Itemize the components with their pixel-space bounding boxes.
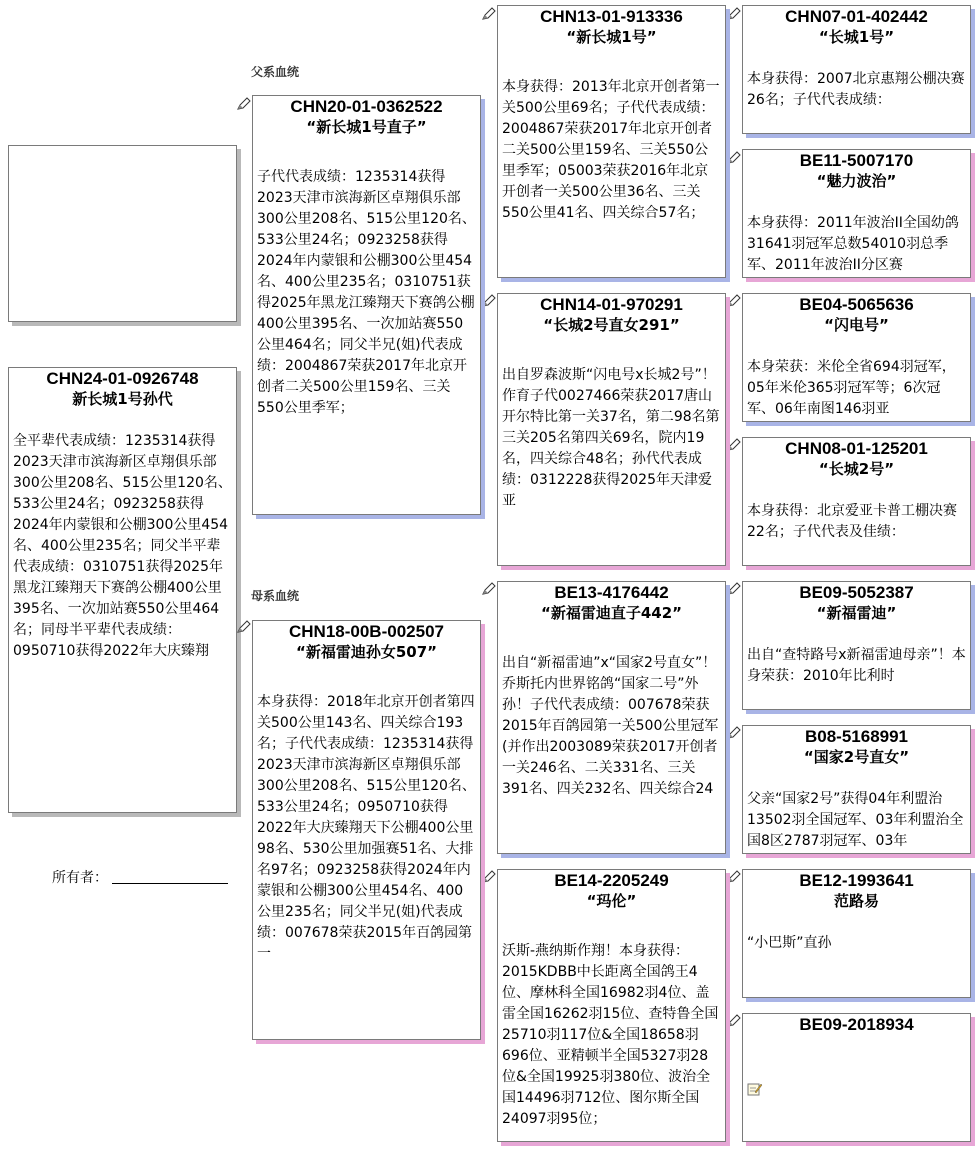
dam-sire-name: “新福雷迪直子442”	[540, 604, 683, 622]
dam-dam-name: “玛伦”	[586, 892, 637, 910]
ssd-name: “魅力波治”	[816, 172, 897, 190]
dds-ring-number: BE12-1993641	[799, 871, 914, 890]
sire-sire-name: “新长城1号”	[566, 28, 657, 46]
dsd-ring-number: B08-5168991	[804, 727, 909, 746]
sire-dam-sire-card[interactable]	[742, 293, 971, 422]
sdd-ring-number: CHN08-01-125201	[785, 439, 928, 458]
sss-name: “长城1号”	[818, 28, 895, 46]
dam-sire-notes: 出自“新福雷迪”x“国家2号直女”！乔斯托内世界铭鸽“国家二号”外孙！子代代表成绩：007678荣获2015年百鸽园第一关500公里冠军(并作出2003089荣获2017开创者一关246名、二关331名、三关391名、四关232名、四关综合24	[502, 655, 719, 797]
subject-notes: 全平辈代表成绩：1235314获得2023天津市滨海新区卓翔俱乐部300公里208名、515公里120名、533公里24名；0923258获得2024年内蒙银和公棚300公里454名、400公里235名；同父半平辈代表成绩：0310751获得2025年黑龙江臻翔天下赛鸽公棚400公里395名、一次加站赛550公里464名；同母半平辈代表成绩：0950710获得2022年大庆臻翔	[13, 433, 232, 659]
dam-dam-card[interactable]	[497, 869, 726, 1142]
subject-ring-number: CHN24-01-0926748	[46, 369, 199, 388]
sire-dam-ring-number: CHN14-01-970291	[540, 295, 683, 314]
sire-sire-sire-card[interactable]	[742, 5, 971, 134]
owner-blank-line[interactable]	[112, 883, 228, 884]
sire-dam-card[interactable]	[497, 293, 726, 566]
edit-pencil-icon[interactable]	[481, 7, 497, 21]
sire-notes: 子代代表成绩：1235314获得2023天津市滨海新区卓翔俱乐部300公里208名、515公里120名、533公里24名；0923258获得2024年内蒙银和公棚300公里454名、400公里235名；0310751获得2025年黑龙江臻翔天下赛鸽公棚400公里395名、一次加站赛550公里464名；同父半兄(姐)代表成绩：2004867荣获2017年北京开创者二关500公里159名、三关550公里季军；	[257, 169, 476, 416]
sdd-name: “长城2号”	[818, 460, 895, 478]
ddd-ring-number: BE09-2018934	[799, 1015, 914, 1034]
dam-dam-notes: 沃斯-燕纳斯作翔！本身获得：2015KDBB中长距离全国鸽王4位、摩林科全国16982羽4位、盖雷全国16262羽15位、查特鲁全国25710羽117位&全国18658羽696位、亚精顿半全国5327羽28位&全国19925羽380位、波治全国14496羽712位、图尔斯全国24097羽95位；	[502, 943, 719, 1127]
sire-dam-name: “长城2号直女291”	[543, 316, 680, 334]
dss-name: “新福雷迪”	[816, 604, 897, 622]
dam-dam-dam-card[interactable]	[742, 1013, 971, 1142]
sss-ring-number: CHN07-01-402442	[785, 7, 928, 26]
edit-pencil-icon[interactable]	[236, 97, 252, 111]
sire-sire-dam-card[interactable]	[742, 149, 971, 278]
dam-sire-dam-card[interactable]	[742, 725, 971, 854]
edit-pencil-icon[interactable]	[726, 870, 742, 884]
dam-card[interactable]	[252, 620, 481, 1040]
sire-name: “新长城1号直子”	[306, 118, 427, 136]
edit-pencil-icon[interactable]	[236, 620, 252, 634]
dam-name: “新福雷迪孙女507”	[295, 643, 438, 661]
sds-ring-number: BE04-5065636	[799, 295, 914, 314]
sire-dam-notes: 出自罗森波斯“闪电号x长城2号”！作育子代0027466荣获2017唐山开尔特比第一关37名，第二98名第三关205名第四关69名，院内19名，四关综合48名；孙代代表成绩：0312228获得2025年天津爱亚	[502, 367, 720, 509]
subject-name: 新长城1号孙代	[72, 390, 173, 408]
sire-ring-number: CHN20-01-0362522	[290, 97, 443, 116]
edit-pencil-icon[interactable]	[481, 294, 497, 308]
dam-sire-sire-card[interactable]	[742, 581, 971, 710]
edit-pencil-icon[interactable]	[726, 151, 742, 165]
dam-dam-ring-number: BE14-2205249	[554, 871, 669, 890]
dsd-name: “国家2号直女”	[803, 748, 910, 766]
sire-sire-card[interactable]	[497, 5, 726, 278]
ssd-ring-number: BE11-5007170	[799, 151, 914, 170]
edit-pencil-icon[interactable]	[726, 726, 742, 740]
sire-sire-ring-number: CHN13-01-913336	[540, 7, 683, 26]
sds-name: “闪电号”	[824, 316, 889, 334]
dds-notes: “小巴斯”直孙	[747, 935, 832, 951]
sire-dam-dam-card[interactable]	[742, 437, 971, 566]
dsd-notes: 父亲“国家2号”获得04年利盟治13502羽全国冠军、03年利盟治全国8区2787羽冠军、03年	[747, 791, 964, 849]
dss-ring-number: BE09-5052387	[799, 583, 914, 602]
note-edit-icon[interactable]	[747, 1082, 763, 1096]
dam-ring-number: CHN18-00B-002507	[289, 622, 444, 641]
edit-pencil-icon[interactable]	[726, 438, 742, 452]
dam-sire-ring-number: BE13-4176442	[554, 583, 669, 602]
owner-field[interactable]	[52, 867, 228, 887]
dss-notes: 出自“查特路号x新福雷迪母亲”！本身荣获：2010年比利时	[747, 647, 966, 684]
sss-notes: 本身获得：2007北京惠翔公棚决赛26名；子代代表成绩：	[747, 71, 965, 108]
sds-notes: 本身荣获：米伦全省694羽冠军，05年米伦365羽冠军等；6次冠军、06年南图146羽亚	[747, 359, 956, 417]
pigeon-photo-frame	[8, 145, 237, 322]
sire-sire-notes: 本身获得：2013年北京开创者第一关500公里69名；子代代表成绩：2004867荣获2017年北京开创者二关500公里159名、三关550公里季军；05003荣获2016年北京开创者一关500公里36名、三关550公里41名、四关综合57名；	[502, 79, 720, 221]
dam-line-label: 母系血统	[251, 589, 300, 603]
dam-sire-card[interactable]	[497, 581, 726, 854]
sdd-notes: 本身获得：北京爱亚卡普工棚决赛22名；子代代表及佳绩：	[747, 503, 957, 540]
edit-pencil-icon[interactable]	[726, 582, 742, 596]
subject-card	[8, 367, 237, 813]
edit-pencil-icon[interactable]	[481, 870, 497, 884]
edit-pencil-icon[interactable]	[726, 7, 742, 21]
edit-pencil-icon[interactable]	[726, 294, 742, 308]
sire-card[interactable]	[252, 95, 481, 515]
ssd-notes: 本身获得：2011年波治II全国幼鸽31641羽冠军总数54010羽总季军、2011年波治II分区赛	[747, 215, 959, 273]
dam-notes: 本身获得：2018年北京开创者第四关500公里143名、四关综合193名；子代代表成绩：1235314获得2023天津市滨海新区卓翔俱乐部300公里208名、515公里120名、533公里24名；0950710获得2022年大庆臻翔天下公棚400公里98名、530公里加强赛51名、大排名97名；0923258获得2024年内蒙银和公棚300公里454名、400公里235名；同父半兄(姐)代表成绩：007678荣获2015年百鸽园第一	[257, 694, 476, 962]
dam-dam-sire-card[interactable]	[742, 869, 971, 998]
edit-pencil-icon[interactable]	[481, 582, 497, 596]
owner-label: 所有者：	[52, 870, 108, 886]
dds-name: 范路易	[833, 892, 879, 910]
sire-line-label: 父系血统	[251, 65, 300, 79]
edit-pencil-icon[interactable]	[726, 1014, 742, 1028]
